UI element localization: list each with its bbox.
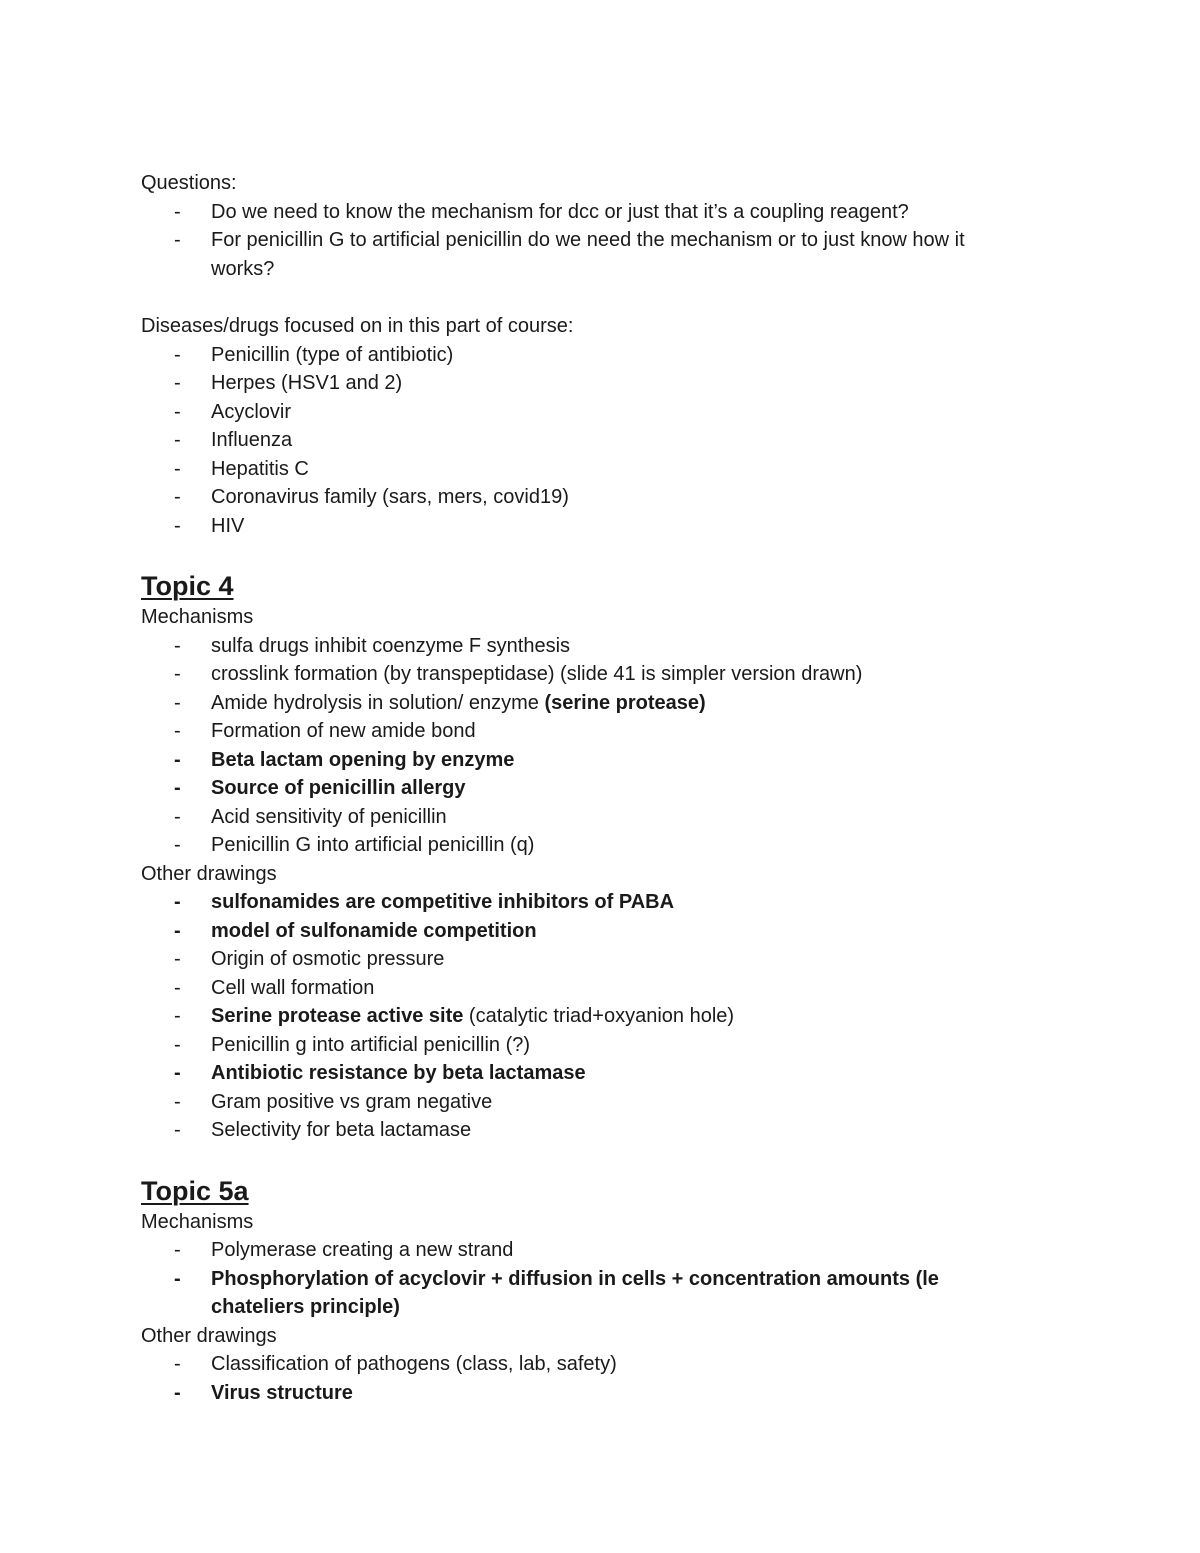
list-item-text: sulfonamides are competitive inhibitors of PABA xyxy=(211,891,675,913)
list-item-text: Formation of new amide bond xyxy=(211,720,476,742)
list-item-text: sulfa drugs inhibit coenzyme F synthesis xyxy=(211,634,571,657)
spacer xyxy=(141,540,1041,569)
list-item-text: (serine protease) xyxy=(544,691,706,714)
list-item xyxy=(141,426,1031,455)
list-item xyxy=(141,398,1031,427)
list-item xyxy=(141,660,1031,689)
list-item-text: Amide hydrolysis in solution/ enzyme xyxy=(211,691,545,714)
list-item xyxy=(141,803,1031,832)
list-item xyxy=(141,974,1031,1003)
list-item xyxy=(141,1265,1031,1322)
list-item xyxy=(141,512,1031,541)
list-item xyxy=(141,632,1031,661)
spacer xyxy=(141,1145,1041,1174)
bullet-dash: - xyxy=(174,777,181,799)
list-item xyxy=(141,1059,1031,1088)
bullet-dash: - xyxy=(174,1353,181,1375)
bullet-dash: - xyxy=(174,663,181,685)
list-item-text: Herpes (HSV1 and 2) xyxy=(211,372,403,394)
bullet-dash: - xyxy=(174,1239,181,1261)
topic-4-mechanisms-list xyxy=(141,632,1041,860)
list-item-text: Source of penicillin allergy xyxy=(211,777,466,799)
list-item-text: Classification of pathogens (class, lab, safety) xyxy=(211,1353,617,1375)
list-item-text: Acid sensitivity of penicillin xyxy=(211,805,447,828)
list-item-text: Virus structure xyxy=(211,1381,353,1404)
list-item-text: Phosphorylation of acyclovir + diffusion in cells + concentration amounts (le chateliers principle) xyxy=(211,1267,939,1318)
list-item xyxy=(141,888,1031,917)
list-item xyxy=(141,945,1031,974)
list-item xyxy=(141,831,1031,860)
spacer xyxy=(141,283,1041,312)
bullet-dash: - xyxy=(174,429,181,451)
list-item xyxy=(141,455,1031,484)
bullet-dash: - xyxy=(174,229,181,251)
list-item-text: Beta lactam opening by enzyme xyxy=(211,748,515,771)
bullet-dash: - xyxy=(174,691,181,714)
list-item-text: Penicillin (type of antibiotic) xyxy=(211,343,454,366)
bullet-dash: - xyxy=(174,486,181,508)
bullet-dash: - xyxy=(174,1119,181,1141)
topic-4-mechanisms-label: Mechanisms xyxy=(141,606,254,628)
bullet-dash: - xyxy=(174,372,181,394)
bullet-dash: - xyxy=(174,891,181,913)
bullet-dash: - xyxy=(174,805,181,828)
list-item xyxy=(141,1379,1031,1408)
bullet-dash: - xyxy=(174,200,181,223)
bullet-dash: - xyxy=(174,948,181,970)
list-item-text: Polymerase creating a new strand xyxy=(211,1239,514,1261)
list-item-text: crosslink formation (by transpeptidase) (slide 41 is simpler version drawn) xyxy=(211,663,863,685)
list-item-text: HIV xyxy=(211,514,245,537)
list-item-text: Hepatitis C xyxy=(211,457,309,480)
list-item xyxy=(141,1002,1031,1031)
questions-label: Questions: xyxy=(141,172,237,194)
bullet-dash: - xyxy=(174,634,181,657)
list-item-text: Acyclovir xyxy=(211,400,292,423)
list-item-text: Serine protease active site xyxy=(211,1005,464,1027)
list-item xyxy=(141,746,1031,775)
topic-5a-mechanisms-list xyxy=(141,1236,1041,1322)
list-item-text: Selectivity for beta lactamase xyxy=(211,1119,472,1141)
bullet-dash: - xyxy=(174,457,181,480)
list-item xyxy=(141,1116,1031,1145)
bullet-dash: - xyxy=(174,720,181,742)
bullet-dash: - xyxy=(174,748,181,771)
bullet-dash: - xyxy=(174,1005,181,1027)
bullet-dash: - xyxy=(174,834,181,856)
document-page xyxy=(141,169,1041,1407)
list-item xyxy=(141,1236,1031,1265)
topic-5a-drawings-list xyxy=(141,1350,1041,1407)
bullet-dash: - xyxy=(174,1381,181,1404)
list-item xyxy=(141,717,1031,746)
list-item xyxy=(141,689,1031,718)
list-item xyxy=(141,369,1031,398)
list-item-text: Cell wall formation xyxy=(211,976,375,999)
topic-5a-drawings-label: Other drawings xyxy=(141,1324,277,1347)
list-item-text: For penicillin G to artificial penicillin do we need the mechanism or to just know how it works? xyxy=(211,229,965,280)
topic-5a-heading: Topic 5a xyxy=(141,1175,249,1206)
list-item xyxy=(141,483,1031,512)
list-item-text: Gram positive vs gram negative xyxy=(211,1090,493,1113)
list-item-text: Do we need to know the mechanism for dcc or just that it’s a coupling reagent? xyxy=(211,200,909,223)
bullet-dash: - xyxy=(174,514,181,537)
bullet-dash: - xyxy=(174,1267,181,1290)
diseases-label: Diseases/drugs focused on in this part of course: xyxy=(141,315,574,337)
bullet-dash: - xyxy=(174,919,181,942)
bullet-dash: - xyxy=(174,1062,181,1084)
list-item-text: model of sulfonamide competition xyxy=(211,919,537,942)
list-item xyxy=(141,226,1031,283)
topic-5a-mechanisms-label: Mechanisms xyxy=(141,1210,254,1233)
bullet-dash: - xyxy=(174,1090,181,1113)
list-item xyxy=(141,1031,1031,1060)
topic-4-drawings-list xyxy=(141,888,1041,1145)
bullet-dash: - xyxy=(174,1033,181,1056)
list-item xyxy=(141,198,1031,227)
list-item-text: Penicillin g into artificial penicillin (?) xyxy=(211,1033,531,1056)
list-item-text: Penicillin G into artificial penicillin (q) xyxy=(211,834,535,856)
topic-4-drawings-label: Other drawings xyxy=(141,862,277,885)
bullet-dash: - xyxy=(174,343,181,366)
bullet-dash: - xyxy=(174,400,181,423)
bullet-dash: - xyxy=(174,976,181,999)
list-item xyxy=(141,1088,1031,1117)
list-item xyxy=(141,341,1031,370)
list-item xyxy=(141,917,1031,946)
list-item-text: Coronavirus family (sars, mers, covid19) xyxy=(211,486,569,508)
list-item-text: Influenza xyxy=(211,429,293,451)
list-item-text: Antibiotic resistance by beta lactamase xyxy=(211,1062,586,1084)
list-item xyxy=(141,774,1031,803)
list-item-text: (catalytic triad+oxyanion hole) xyxy=(463,1005,735,1027)
diseases-list xyxy=(141,341,1041,541)
list-item xyxy=(141,1350,1031,1379)
questions-list xyxy=(141,198,1041,284)
list-item-text: Origin of osmotic pressure xyxy=(211,948,445,970)
topic-4-heading: Topic 4 xyxy=(141,571,234,601)
